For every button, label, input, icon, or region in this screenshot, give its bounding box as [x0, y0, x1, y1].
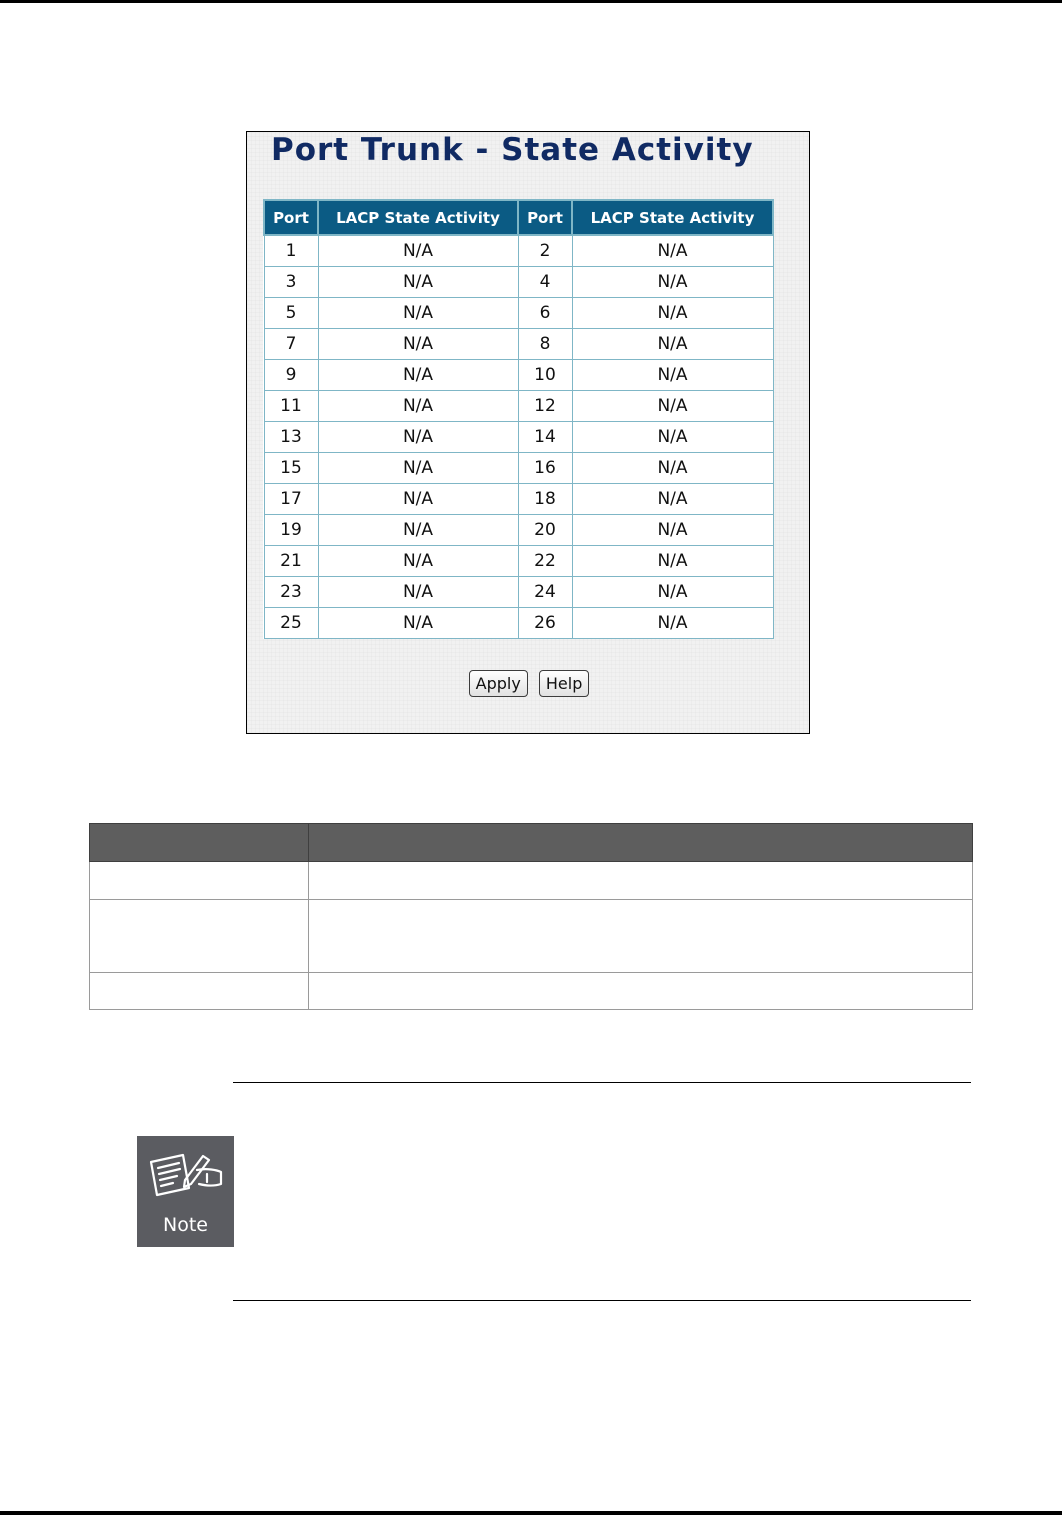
- table-row: [264, 235, 773, 267]
- description-header-cell: [309, 824, 973, 862]
- table-row: [264, 484, 773, 515]
- lacp-state-cell: N/A: [572, 577, 773, 608]
- apply-button[interactable]: Apply: [469, 670, 528, 697]
- lacp-state-cell: N/A: [318, 391, 518, 422]
- description-header-cell: [90, 824, 309, 862]
- lacp-state-table: [263, 199, 774, 639]
- lacp-state-cell: N/A: [572, 453, 773, 484]
- lacp-state-cell: N/A: [572, 515, 773, 546]
- lacp-state-cell: N/A: [318, 453, 518, 484]
- port-cell: 8: [518, 329, 572, 360]
- port-trunk-state-activity-screenshot: [246, 131, 810, 734]
- port-cell: 4: [518, 267, 572, 298]
- lacp-state-cell: N/A: [572, 267, 773, 298]
- table-row: [264, 422, 773, 453]
- table-header-row: [264, 200, 773, 235]
- port-cell: 20: [518, 515, 572, 546]
- table-row: [264, 608, 773, 639]
- lacp-state-cell: N/A: [572, 608, 773, 639]
- lacp-state-cell: N/A: [318, 267, 518, 298]
- lacp-state-cell: N/A: [572, 546, 773, 577]
- port-cell: 1: [264, 235, 318, 267]
- note-icon: [137, 1136, 234, 1247]
- help-button[interactable]: Help: [539, 670, 589, 697]
- page-title: Port Trunk - State Activity: [271, 132, 754, 168]
- port-cell: 18: [518, 484, 572, 515]
- port-cell: 15: [264, 453, 318, 484]
- port-cell: 6: [518, 298, 572, 329]
- table-row: [264, 329, 773, 360]
- lacp-state-cell: N/A: [318, 329, 518, 360]
- port-cell: 2: [518, 235, 572, 267]
- column-header-port: Port: [264, 200, 318, 235]
- lacp-state-cell: N/A: [318, 360, 518, 391]
- port-cell: 5: [264, 298, 318, 329]
- table-row: [264, 360, 773, 391]
- description-row: [90, 973, 973, 1010]
- description-header-row: [90, 824, 973, 862]
- port-cell: 14: [518, 422, 572, 453]
- table-row: [264, 515, 773, 546]
- lacp-state-cell: N/A: [318, 422, 518, 453]
- port-cell: 9: [264, 360, 318, 391]
- port-cell: 12: [518, 391, 572, 422]
- port-cell: 3: [264, 267, 318, 298]
- note-label: Note: [163, 1214, 208, 1236]
- description-cell: [90, 973, 309, 1010]
- note-bottom-rule: [233, 1300, 971, 1301]
- column-header-port: Port: [518, 200, 572, 235]
- port-cell: 7: [264, 329, 318, 360]
- lacp-state-cell: N/A: [572, 391, 773, 422]
- lacp-state-cell: N/A: [572, 484, 773, 515]
- description-cell: [90, 862, 309, 900]
- lacp-state-cell: N/A: [318, 235, 518, 267]
- table-row: [264, 453, 773, 484]
- description-cell: [309, 862, 973, 900]
- table-row: [264, 577, 773, 608]
- lacp-state-cell: N/A: [572, 329, 773, 360]
- lacp-state-cell: N/A: [318, 515, 518, 546]
- port-cell: 17: [264, 484, 318, 515]
- port-cell: 23: [264, 577, 318, 608]
- description-row: [90, 900, 973, 973]
- column-header-lacp-state-activity: LACP State Activity: [572, 200, 773, 235]
- table-row: [264, 267, 773, 298]
- table-row: [264, 298, 773, 329]
- port-cell: 25: [264, 608, 318, 639]
- port-cell: 26: [518, 608, 572, 639]
- port-cell: 22: [518, 546, 572, 577]
- lacp-state-cell: N/A: [318, 577, 518, 608]
- port-cell: 19: [264, 515, 318, 546]
- port-cell: 10: [518, 360, 572, 391]
- description-table: [89, 823, 973, 1010]
- note-top-rule: [233, 1082, 971, 1083]
- port-cell: 11: [264, 391, 318, 422]
- description-row: [90, 862, 973, 900]
- port-cell: 13: [264, 422, 318, 453]
- lacp-state-cell: N/A: [572, 422, 773, 453]
- page-bottom-rule: [0, 1511, 1062, 1515]
- lacp-state-cell: N/A: [318, 608, 518, 639]
- lacp-state-cell: N/A: [572, 235, 773, 267]
- button-row: [247, 670, 811, 697]
- table-row: [264, 546, 773, 577]
- lacp-state-cell: N/A: [318, 298, 518, 329]
- pencil-paper-icon: [149, 1150, 225, 1208]
- lacp-state-cell: N/A: [318, 484, 518, 515]
- column-header-lacp-state-activity: LACP State Activity: [318, 200, 518, 235]
- lacp-state-cell: N/A: [318, 546, 518, 577]
- description-cell: [309, 900, 973, 973]
- port-cell: 24: [518, 577, 572, 608]
- lacp-state-cell: N/A: [572, 298, 773, 329]
- description-cell: [90, 900, 309, 973]
- table-row: [264, 391, 773, 422]
- port-cell: 16: [518, 453, 572, 484]
- page-top-rule: [0, 0, 1062, 3]
- lacp-state-cell: N/A: [572, 360, 773, 391]
- table-body: [264, 235, 773, 639]
- port-cell: 21: [264, 546, 318, 577]
- description-cell: [309, 973, 973, 1010]
